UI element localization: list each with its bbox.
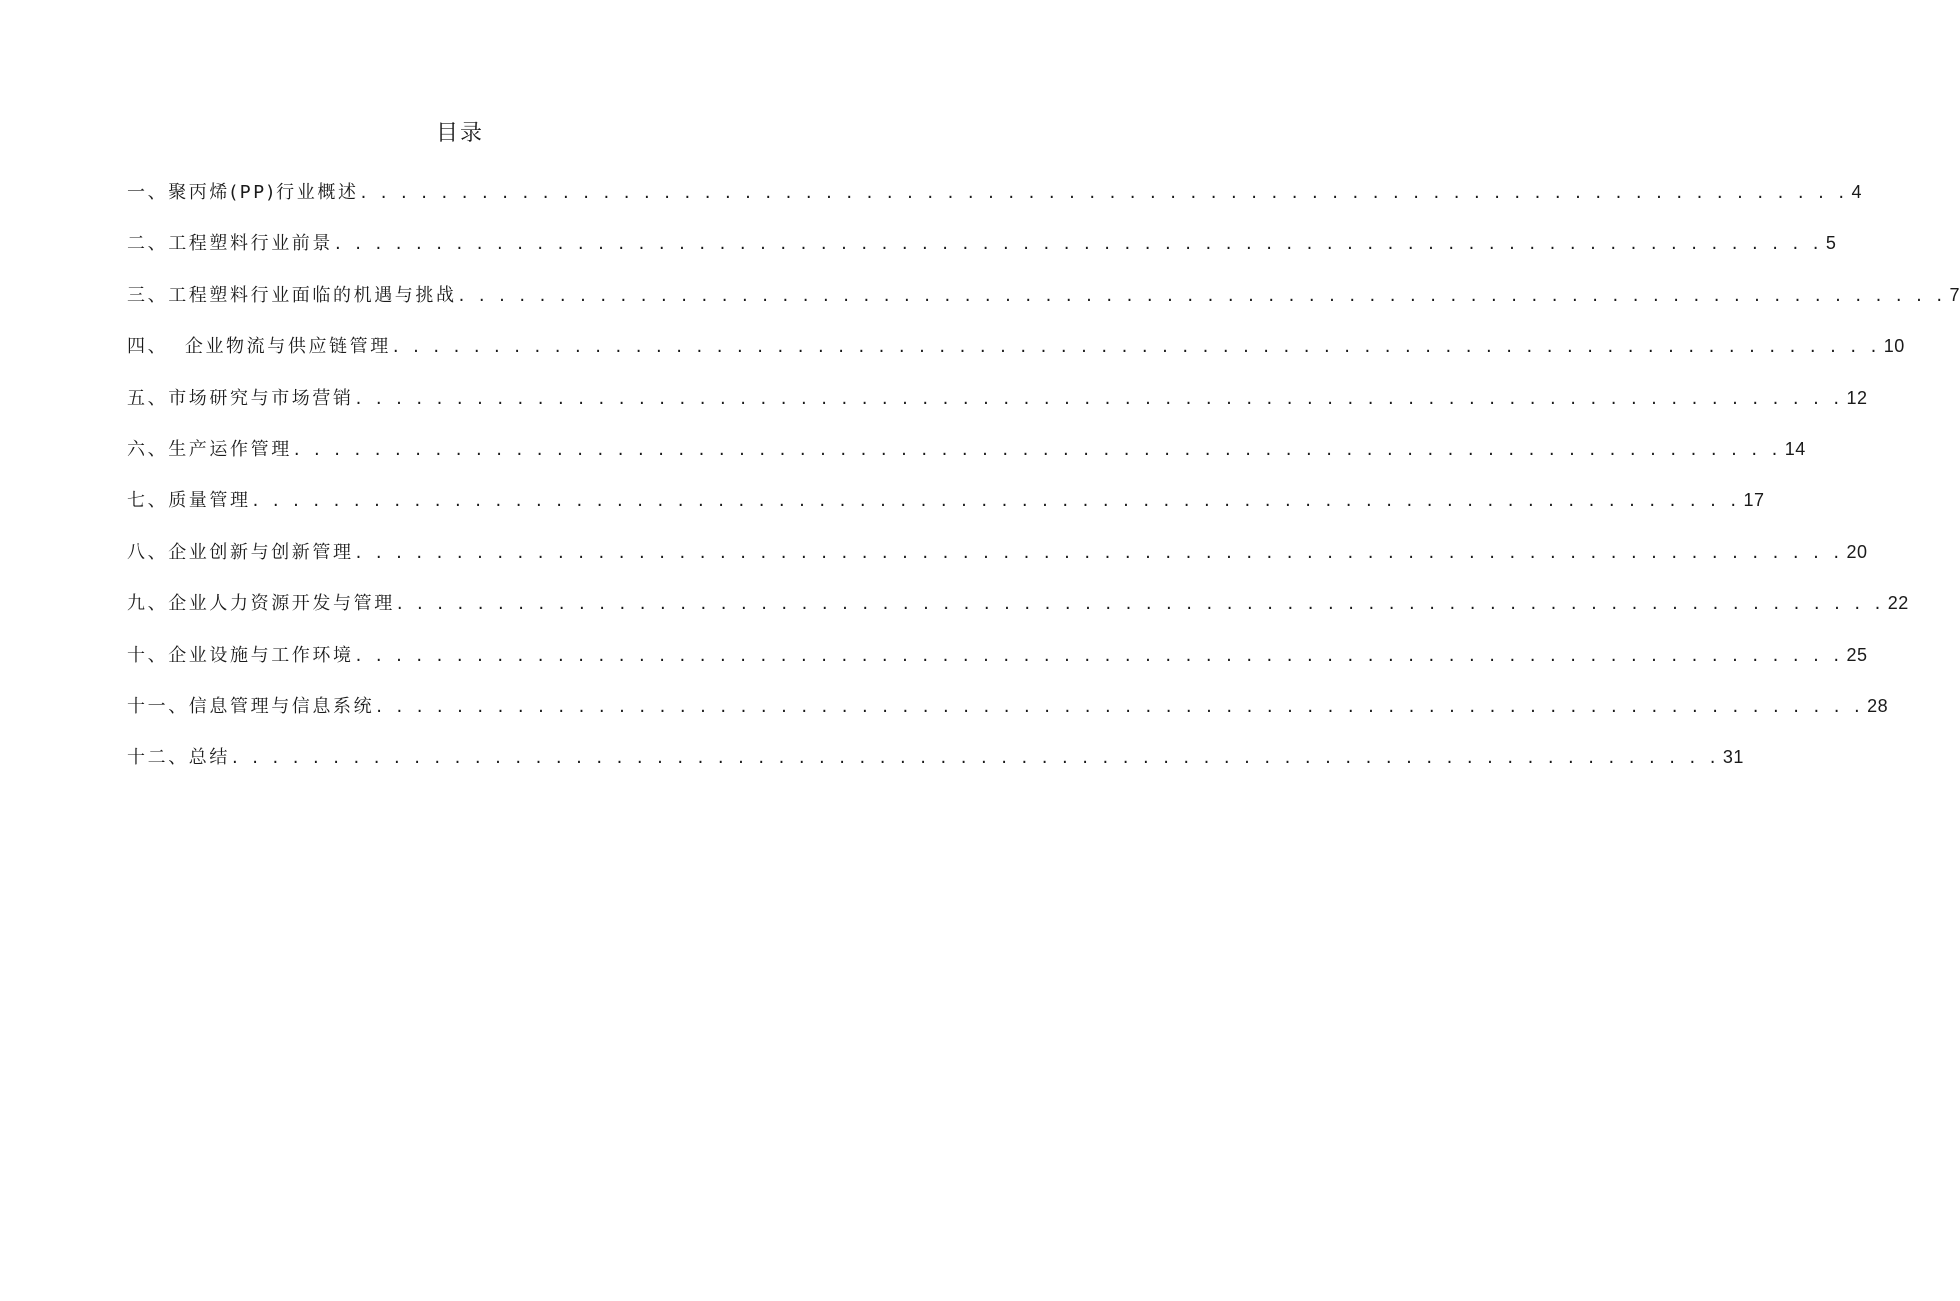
toc-entry-title: 三、工程塑料行业面临的机遇与挑战 <box>127 284 457 306</box>
toc-leader-dots: . . . . . . . . . . . . . . . . . . . . . . . . . . . . . . . . . . . . . . . . . . . . . . . . . . . . . . . . . . . . . . . . . . . . . . . . . . <box>355 644 1844 666</box>
toc-entry-title: 十、企业设施与工作环境 <box>127 644 354 666</box>
toc-leader-dots: . . . . . . . . . . . . . . . . . . . . . . . . . . . . . . . . . . . . . . . . . . . . . . . . . . . . . . . . . . . . . . . . . . . . . . . . . . <box>376 695 1865 717</box>
toc-page-number: 4 <box>1851 182 1862 202</box>
toc-leader-dots: . . . . . . . . . . . . . . . . . . . . . . . . . . . . . . . . . . . . . . . . . . . . . . . . . . . . . . . . . . . . . . . . . . . . . . . . . . <box>392 336 1881 358</box>
toc-entry[interactable] <box>127 229 1837 280</box>
toc-page-number: 7 <box>1949 284 1960 305</box>
toc-page-number: 22 <box>1887 593 1909 614</box>
toc-page-number: 31 <box>1722 747 1744 768</box>
toc-page-number: 12 <box>1846 387 1868 408</box>
toc-entry-title: 一、聚丙烯(PP)行业概述 <box>127 182 359 203</box>
toc-page-number: 25 <box>1846 644 1868 665</box>
toc-entry[interactable] <box>127 589 1909 640</box>
toc-leader-dots: . . . . . . . . . . . . . . . . . . . . . . . . . . . . . . . . . . . . . . . . . . . . . . . . . . . . . . . . . . . . . . . . . . . . . . . . . . <box>293 438 1782 460</box>
toc-entry[interactable] <box>127 692 1889 743</box>
toc-leader-dots: . . . . . . . . . . . . . . . . . . . . . . . . . . . . . . . . . . . . . . . . . . . . . . . . . . . . . . . . . . . . . . . . . . . . . . . . . . <box>232 747 1720 769</box>
toc-page-number: 28 <box>1867 695 1889 716</box>
toc-entry-title: 七、质量管理 <box>127 490 251 512</box>
toc-entry-title: 九、企业人力资源开发与管理 <box>127 593 395 615</box>
toc-entry[interactable] <box>127 743 1744 794</box>
toc-entry[interactable] <box>127 538 1868 589</box>
toc-leader-dots: . . . . . . . . . . . . . . . . . . . . . . . . . . . . . . . . . . . . . . . . . . . . . . . . . . . . . . . . . . . . . . . . . . . . . . . . . . <box>458 284 1947 306</box>
toc-leader-dots: . . . . . . . . . . . . . . . . . . . . . . . . . . . . . . . . . . . . . . . . . . . . . . . . . . . . . . . . . . . . . . . . . . . . . . . . . . <box>252 490 1741 512</box>
toc-entry-title: 四、 企业物流与供应链管理 <box>127 336 391 358</box>
toc-entry-title: 六、生产运作管理 <box>127 438 292 460</box>
toc-entry-title: 二、工程塑料行业前景 <box>127 233 333 255</box>
toc-entry[interactable] <box>127 281 1960 332</box>
toc-leader-dots: . . . . . . . . . . . . . . . . . . . . . . . . . . . . . . . . . . . . . . . . . . . . . . . . . . . . . . . . . . . . . . . . . . . . . . . . . . <box>335 233 1823 255</box>
toc-entry[interactable] <box>127 486 1765 537</box>
toc-title: 目录 <box>435 121 484 146</box>
toc-page-number: 5 <box>1825 233 1837 254</box>
toc-entry-title: 十一、信息管理与信息系统 <box>127 695 375 717</box>
toc-entry-title: 十二、总结 <box>127 747 230 769</box>
toc-entry-title: 八、企业创新与创新管理 <box>127 541 354 563</box>
toc-list <box>127 178 1960 795</box>
toc-page-number: 14 <box>1784 438 1806 459</box>
toc-page-number: 17 <box>1743 490 1765 511</box>
toc-entry-title: 五、市场研究与市场营销 <box>127 387 354 409</box>
toc-entry[interactable] <box>127 435 1806 486</box>
toc-entry[interactable] <box>127 178 1862 229</box>
toc-leader-dots: . . . . . . . . . . . . . . . . . . . . . . . . . . . . . . . . . . . . . . . . . . . . . . . . . . . . . . . . . . . . . . . . . . . . . . . . . . <box>360 182 1849 203</box>
toc-page-number: 20 <box>1846 541 1868 562</box>
toc-entry[interactable] <box>127 384 1868 435</box>
toc-leader-dots: . . . . . . . . . . . . . . . . . . . . . . . . . . . . . . . . . . . . . . . . . . . . . . . . . . . . . . . . . . . . . . . . . . . . . . . . . . <box>396 593 1885 615</box>
toc-leader-dots: . . . . . . . . . . . . . . . . . . . . . . . . . . . . . . . . . . . . . . . . . . . . . . . . . . . . . . . . . . . . . . . . . . . . . . . . . . <box>355 387 1844 409</box>
toc-page-number: 10 <box>1883 336 1905 357</box>
toc-entry[interactable] <box>127 332 1905 383</box>
toc-entry[interactable] <box>127 641 1868 692</box>
toc-leader-dots: . . . . . . . . . . . . . . . . . . . . . . . . . . . . . . . . . . . . . . . . . . . . . . . . . . . . . . . . . . . . . . . . . . . . . . . . . . <box>355 541 1844 563</box>
